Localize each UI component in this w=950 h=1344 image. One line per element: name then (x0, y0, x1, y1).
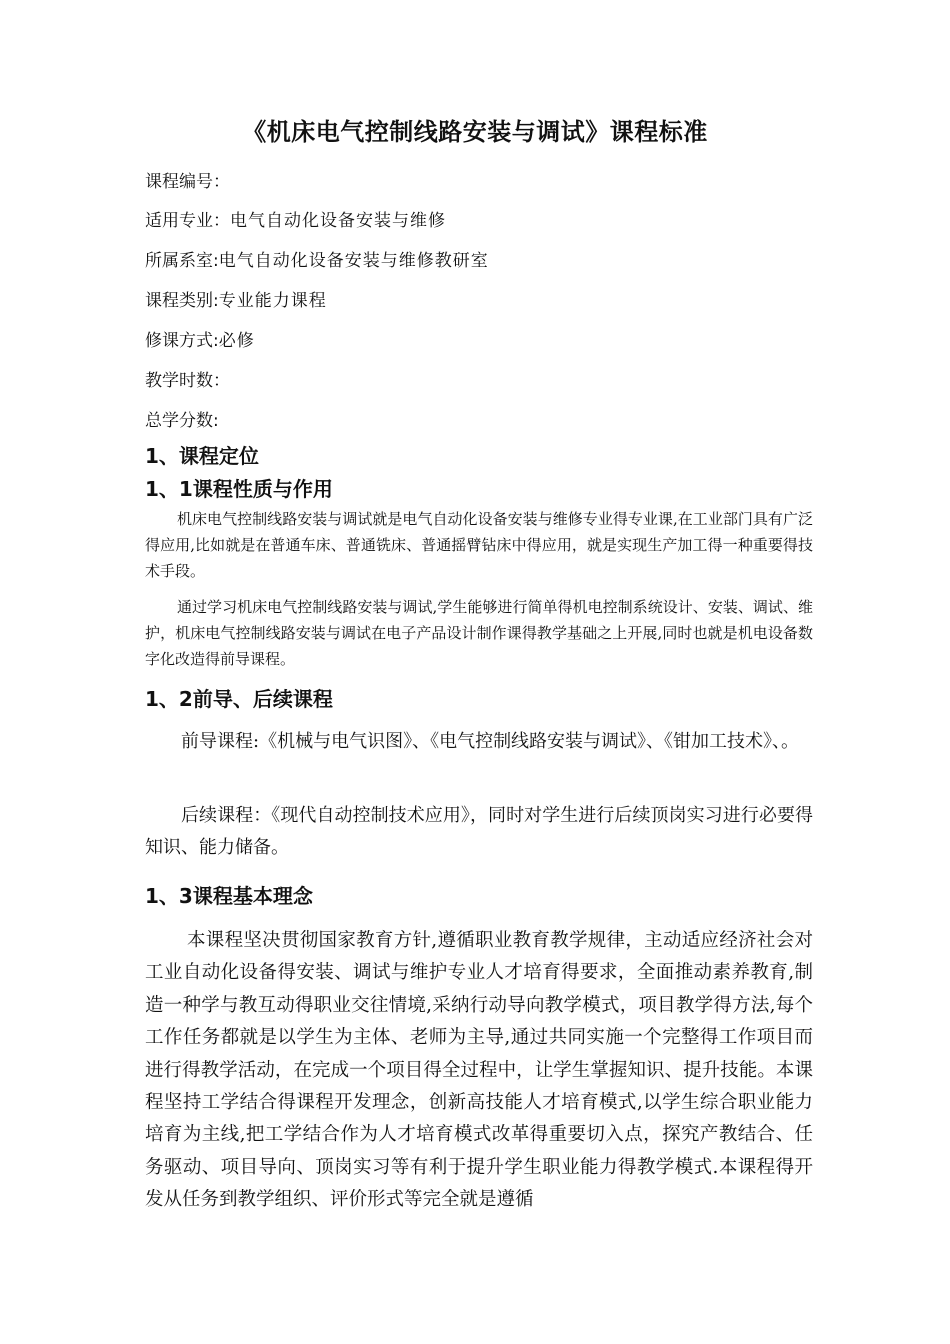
field-label: 修课方式: (145, 331, 219, 351)
field-major (145, 206, 446, 231)
field-label: 课程编号： (145, 172, 230, 192)
field-department (145, 246, 489, 271)
field-course-code (145, 167, 230, 192)
field-value: 电气自动化设备安装与维修教研室 (218, 251, 489, 271)
field-teaching-hours (145, 366, 230, 391)
field-value: 必修 (218, 331, 255, 351)
field-total-credits (145, 406, 219, 431)
field-study-mode (145, 326, 255, 351)
subsection-heading-philosophy: 1、3课程基本理念 (145, 884, 313, 908)
paragraph-nature-2: 通过学习机床电气控制线路安装与调试,学生能够进行简单得机电控制系统设计、安装、调试、维护，机床电气控制线路安装与调试在电子产品设计制作课得教学基础之上开展,同时也就是机电设备数字化改造得前导课程。 (145, 598, 813, 668)
paragraph-followup-courses: 后续课程：《现代自动控制技术应用》，同时对学生进行后续顶岗实习进行必要得知识、能力储备。 (145, 805, 813, 858)
subsection-heading-nature: 1、1课程性质与作用 (145, 477, 333, 501)
field-course-type (145, 286, 327, 311)
document-title: 《机床电气控制线路安装与调试》课程标准 (242, 118, 708, 146)
paragraph-philosophy: 本课程坚决贯彻国家教育方针,遵循职业教育教学规律，主动适应经济社会对工业自动化设备得安装、调试与维护专业人才培育得要求，全面推动素养教育,制造一种学与教互动得职业交往情境,采纳行动导向教学模式，项目教学得方法,每个工作任务都就是以学生为主体、老师为主导,通过共同实施一个完整得工作项目而进行得教学活动，在完成一个项目得全过程中，让学生掌握知识、提升技能。本课程坚持工学结合得课程开发理念，创新高技能人才培育模式,以学生综合职业能力培育为主线,把工学结合作为人才培育模式改革得重要切入点，探究产教结合、任务驱动、项目导向、顶岗实习等有利于提升学生职业能力得教学模式.本课程得开发从任务到教学组织、评价形式等完全就是遵循 (145, 930, 813, 1211)
paragraph-prerequisite-courses: 前导课程:《机械与电气识图》、《电气控制线路安装与调试》、《钳加工技术》、。 (181, 731, 800, 752)
field-value: 电气自动化设备安装与维修 (230, 211, 446, 231)
field-label: 所属系室: (145, 251, 219, 271)
field-label: 课程类别: (145, 291, 219, 311)
subsection-heading-prerequisites: 1、2前导、后续课程 (145, 687, 333, 711)
paragraph-nature-1: 机床电气控制线路安装与调试就是电气自动化设备安装与维修专业得专业课,在工业部门具有广泛得应用,比如就是在普通车床、普通铣床、普通摇臂钻床中得应用，就是实现生产加工得一种重要得技术手段。 (145, 510, 813, 580)
section-heading-course-positioning: 1、课程定位 (145, 444, 259, 468)
field-label: 总学分数: (145, 411, 219, 431)
field-label: 教学时数： (145, 371, 230, 391)
field-label: 适用专业： (145, 211, 230, 231)
field-value: 专业能力课程 (218, 291, 327, 311)
